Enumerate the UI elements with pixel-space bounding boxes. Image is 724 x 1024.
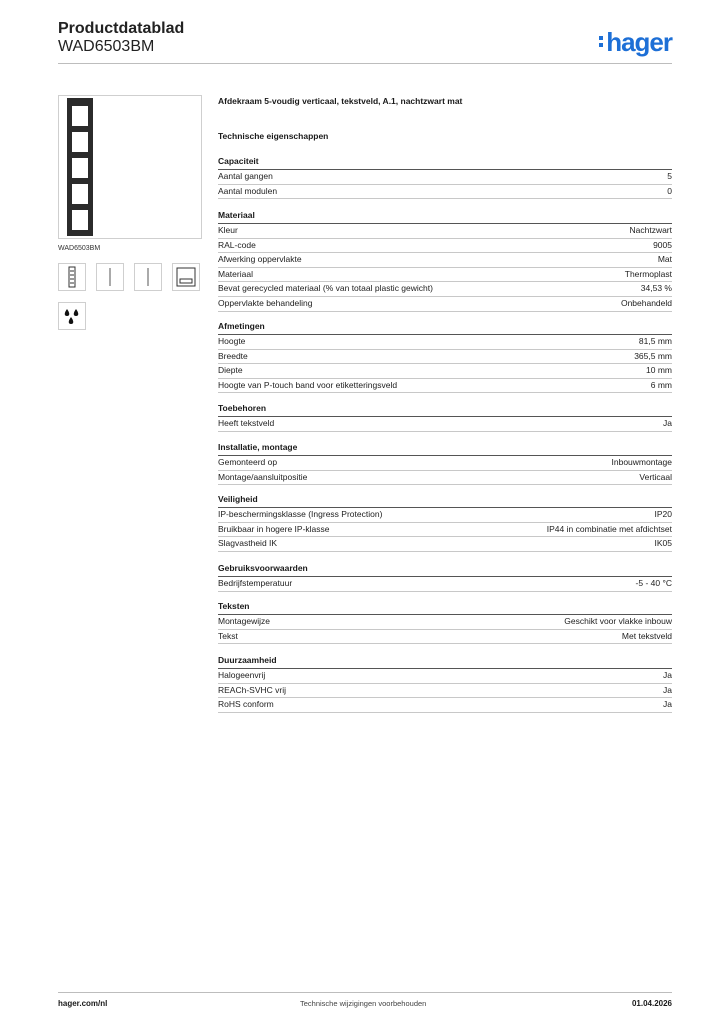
spec-row [218, 170, 672, 185]
spec-label: Kleur [218, 225, 238, 235]
spec-value: 5 [667, 171, 672, 181]
spec-value: Ja [663, 699, 672, 710]
spec-value: 6 mm [650, 379, 672, 390]
spec-row [218, 615, 672, 630]
spec-row [218, 417, 672, 432]
spec-row [218, 239, 672, 254]
footer-date: 01.04.2026 [631, 999, 672, 1008]
spec-value: Onbehandeld [620, 297, 672, 308]
spec-label: RoHS conform [218, 699, 274, 710]
spec-row [218, 185, 672, 200]
section-title: Toebehoren [218, 403, 672, 417]
header-divider [58, 63, 672, 64]
spec-value: 365,5 mm [634, 350, 672, 361]
spec-value: Ja [663, 418, 672, 428]
product-description: Afdekraam 5-voudig verticaal, tekstveld, A.1, nachtzwart mat [218, 96, 463, 106]
spec-value: -5 - 40 °C [635, 578, 672, 588]
spec-value: Ja [663, 684, 672, 695]
spec-label: Breedte [218, 350, 248, 361]
spec-label: Montage/aansluitpositie [218, 471, 308, 482]
product-image [58, 95, 202, 239]
spec-row [218, 523, 672, 538]
single-line-icon [96, 263, 124, 291]
spec-label: Heeft tekstveld [218, 418, 275, 428]
spec-value: Nachtzwart [629, 225, 672, 235]
spec-value: IK05 [654, 538, 672, 549]
spec-section [218, 210, 672, 312]
spec-row [218, 698, 672, 713]
spec-row [218, 471, 672, 486]
spec-label: Gemonteerd op [218, 457, 278, 467]
spec-label: Materiaal [218, 268, 253, 279]
spec-row [218, 282, 672, 297]
spec-value: Mat [657, 254, 672, 265]
spec-value: Thermoplast [624, 268, 672, 279]
spec-label: IP-beschermingsklasse (Ingress Protection) [218, 509, 383, 519]
spec-label: Montagewijze [218, 616, 270, 626]
section-title: Installatie, montage [218, 442, 672, 456]
spec-row [218, 577, 672, 592]
section-title: Materiaal [218, 210, 672, 224]
spec-row [218, 684, 672, 699]
spec-label: RAL-code [218, 239, 256, 250]
spec-row [218, 669, 672, 684]
section-title: Duurzaamheid [218, 655, 672, 669]
spec-label: Bevat gerecycled materiaal (% van totaal plastic gewicht) [218, 283, 433, 294]
hager-logo [599, 27, 672, 58]
spec-value: 81,5 mm [638, 336, 672, 346]
spec-value: 9005 [653, 239, 672, 250]
frame-illustration [67, 98, 93, 236]
footer-website: hager.com/nl [58, 999, 108, 1008]
spec-row [218, 335, 672, 350]
section-title: Afmetingen [218, 321, 672, 335]
section-title: Capaciteit [218, 156, 672, 170]
spec-value: Met tekstveld [621, 630, 672, 641]
spec-label: Slagvastheid IK [218, 538, 278, 549]
spec-label: Hoogte [218, 336, 246, 346]
spec-row [218, 630, 672, 645]
spec-section [218, 156, 672, 199]
spec-row [218, 456, 672, 471]
spec-section [218, 563, 672, 592]
spec-value: Inbouwmontage [611, 457, 672, 467]
spec-value: 0 [667, 185, 672, 196]
spec-section [218, 655, 672, 713]
footer-divider [58, 992, 672, 993]
spec-row [218, 268, 672, 283]
spec-section [218, 403, 672, 432]
water-drops-icon [58, 302, 86, 330]
vertical-frame-icon [58, 263, 86, 291]
spec-row [218, 224, 672, 239]
text-field-frame-icon [172, 263, 200, 291]
spec-label: REACh-SVHC vrij [218, 684, 287, 695]
spec-label: Aantal modulen [218, 185, 278, 196]
spec-value: Ja [663, 670, 672, 680]
spec-value: Geschikt voor vlakke inbouw [564, 616, 672, 626]
section-title: Gebruiksvoorwaarden [218, 563, 672, 577]
spec-row [218, 379, 672, 394]
document-type-title: Productdatablad [58, 20, 185, 37]
spec-value: 10 mm [646, 365, 672, 376]
single-line-icon [134, 263, 162, 291]
section-title: Teksten [218, 601, 672, 615]
spec-label: Hoogte van P-touch band voor etiketteringsveld [218, 379, 398, 390]
spec-label: Afwerking oppervlakte [218, 254, 302, 265]
spec-label: Bruikbaar in hogere IP-klasse [218, 523, 330, 534]
spec-row [218, 508, 672, 523]
spec-row [218, 350, 672, 365]
spec-section [218, 601, 672, 644]
spec-value: IP20 [654, 509, 672, 519]
spec-row [218, 253, 672, 268]
spec-label: Diepte [218, 365, 243, 376]
logo-text: hager [606, 27, 672, 57]
spec-section [218, 321, 672, 393]
spec-label: Bedrijfstemperatuur [218, 578, 293, 588]
article-number: WAD6503BM [58, 38, 155, 55]
footer-disclaimer: Technische wijzigingen voorbehouden [300, 999, 427, 1008]
spec-section [218, 442, 672, 485]
spec-label: Oppervlakte behandeling [218, 297, 313, 308]
spec-row [218, 297, 672, 312]
spec-value: Verticaal [639, 471, 672, 482]
technical-properties-heading: Technische eigenschappen [218, 131, 329, 141]
spec-label: Aantal gangen [218, 171, 273, 181]
spec-row [218, 364, 672, 379]
logo-dots-icon [599, 33, 603, 50]
spec-value: 34,53 % [640, 283, 672, 294]
spec-value: IP44 in combinatie met afdichtset [546, 523, 672, 534]
spec-label: Halogeenvrij [218, 670, 266, 680]
section-title: Veiligheid [218, 494, 672, 508]
product-code-label: WAD6503BM [58, 245, 101, 252]
spec-row [218, 537, 672, 552]
spec-label: Tekst [218, 630, 238, 641]
spec-section [218, 494, 672, 552]
